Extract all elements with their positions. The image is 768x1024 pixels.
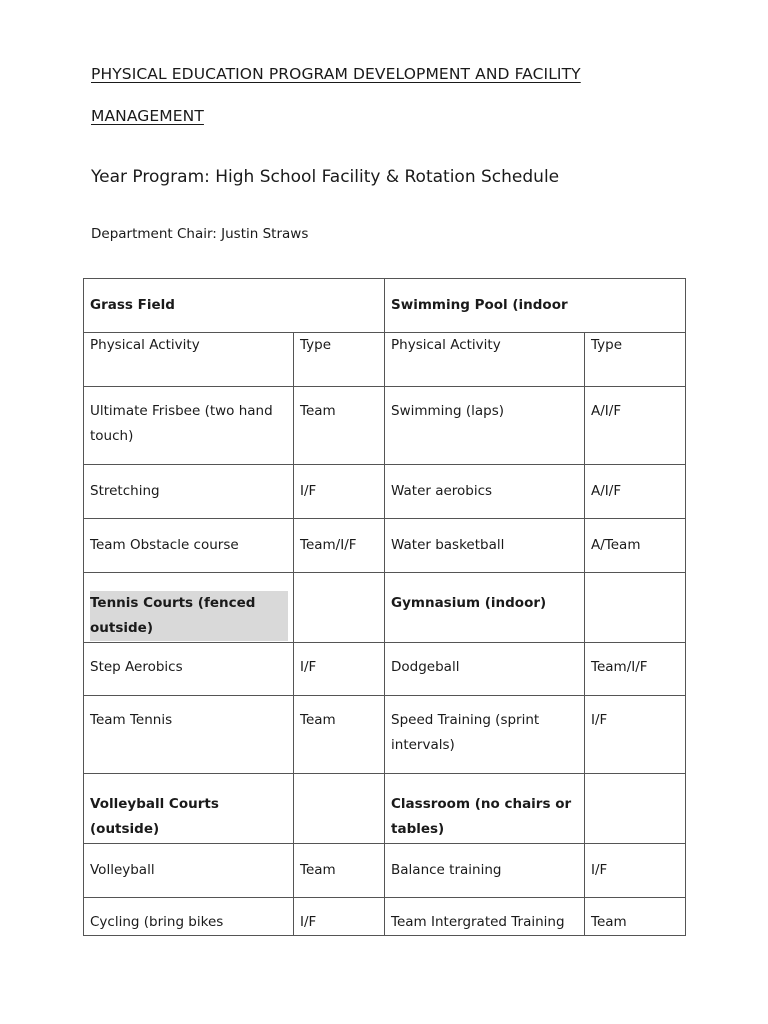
type-cell: A/I/F [585,465,686,519]
activity-cell: Water aerobics [385,465,585,519]
table-row [84,774,686,844]
activity-cell: Cycling (bring bikes [84,898,294,936]
table-row [84,279,686,333]
type-cell: Team/I/F [585,643,686,696]
type-cell: A/Team [585,519,686,573]
type-cell: I/F [294,898,385,936]
section-volleyball-courts: Volleyball Courts (outside) [84,774,294,844]
activity-cell: Swimming (laps) [385,387,585,465]
activity-cell: Team Obstacle course [84,519,294,573]
type-cell: Team [585,898,686,936]
table-row [84,844,686,898]
activity-cell: Volleyball [84,844,294,898]
column-header-type: Type [294,333,385,387]
type-cell: A/I/F [585,387,686,465]
column-header-activity: Physical Activity [84,333,294,387]
document-subtitle: Year Program: High School Facility & Rotation Schedule [91,167,560,187]
type-cell: I/F [585,696,686,774]
section-grass-field: Grass Field [84,279,385,333]
type-cell: Team [294,696,385,774]
section-classroom: Classroom (no chairs or tables) [385,774,585,844]
document-title-line-2: MANAGEMENT [91,107,204,125]
type-cell: I/F [294,465,385,519]
activity-cell: Dodgeball [385,643,585,696]
section-gymnasium: Gymnasium (indoor) [385,573,585,643]
empty-cell [585,573,686,643]
type-cell: Team/I/F [294,519,385,573]
type-cell: Team [294,844,385,898]
section-swimming-pool: Swimming Pool (indoor [385,279,686,333]
type-cell: I/F [585,844,686,898]
table-row [84,519,686,573]
table-row [84,643,686,696]
table-row [84,465,686,519]
type-cell: Team [294,387,385,465]
activity-cell: Stretching [84,465,294,519]
empty-cell [585,774,686,844]
highlighted-section-label: Tennis Courts (fenced outside) [90,591,288,641]
table-row [84,696,686,774]
empty-cell [294,774,385,844]
table-row [84,898,686,936]
type-cell: I/F [294,643,385,696]
activity-cell: Team Tennis [84,696,294,774]
table-header-row [84,333,686,387]
activity-cell: Ultimate Frisbee (two hand touch) [84,387,294,465]
activity-cell: Team Intergrated Training [385,898,585,936]
department-chair: Department Chair: Justin Straws [91,226,309,242]
table-row [84,573,686,643]
activity-cell: Water basketball [385,519,585,573]
section-tennis-courts [84,573,294,643]
facility-schedule-table [83,278,686,936]
activity-cell: Balance training [385,844,585,898]
activity-cell: Speed Training (sprint intervals) [385,696,585,774]
table-row [84,387,686,465]
empty-cell [294,573,385,643]
column-header-activity: Physical Activity [385,333,585,387]
column-header-type: Type [585,333,686,387]
activity-cell: Step Aerobics [84,643,294,696]
document-title-line-1: PHYSICAL EDUCATION PROGRAM DEVELOPMENT AND FACILITY [91,65,581,83]
